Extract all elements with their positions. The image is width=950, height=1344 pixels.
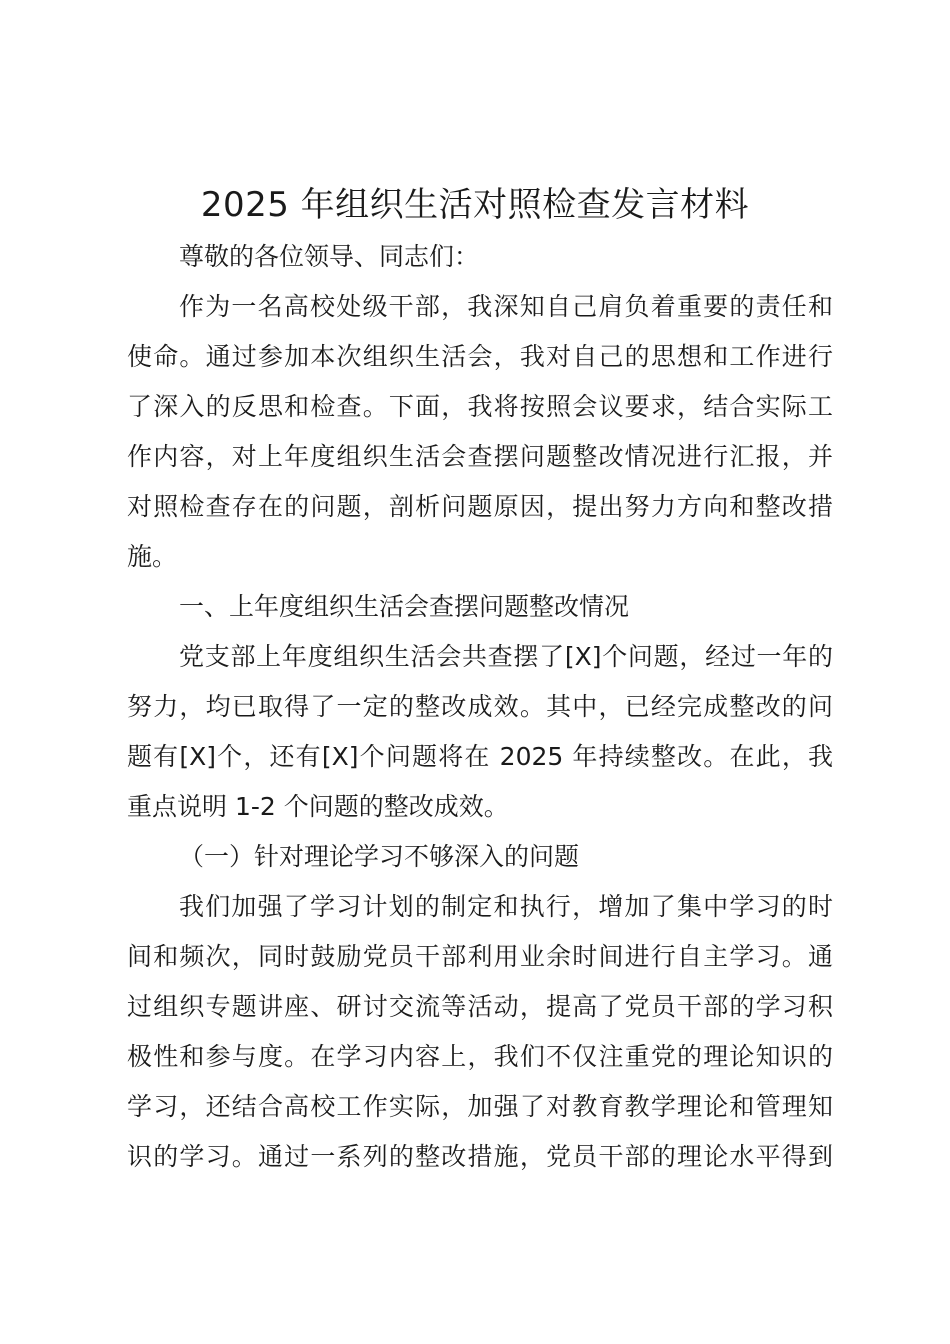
paragraph-line: 作内容，对上年度组织生活会查摆问题整改情况进行汇报，并 [127, 442, 833, 471]
paragraph-line: 我们加强了学习计划的制定和执行，增加了集中学习的时 [179, 892, 833, 921]
paragraph-line: 了深入的反思和检查。下面，我将按照会议要求，结合实际工 [127, 392, 833, 421]
subsection-heading: （一）针对理论学习不够深入的问题 [179, 842, 580, 871]
paragraph-line: 重点说明 1-2 个问题的整改成效。 [127, 792, 509, 821]
document-title: 2025 年组织生活对照检查发言材料 [200, 185, 750, 225]
paragraph-line: 党支部上年度组织生活会共查摆了[X]个问题，经过一年的 [179, 642, 833, 671]
paragraph-line: 努力，均已取得了一定的整改成效。其中，已经完成整改的问 [127, 692, 833, 721]
paragraph-line: 学习，还结合高校工作实际，加强了对教育教学理论和管理知 [127, 1092, 833, 1121]
paragraph-line: 作为一名高校处级干部，我深知自己肩负着重要的责任和 [179, 292, 833, 321]
paragraph-line: 过组织专题讲座、研讨交流等活动，提高了党员干部的学习积 [127, 992, 833, 1021]
paragraph-line: 施。 [127, 542, 178, 571]
paragraph-line: 使命。通过参加本次组织生活会，我对自己的思想和工作进行 [127, 342, 833, 371]
document-body [127, 232, 833, 1182]
paragraph-line: 对照检查存在的问题，剖析问题原因，提出努力方向和整改措 [127, 492, 833, 521]
paragraph-line: 极性和参与度。在学习内容上，我们不仅注重党的理论知识的 [127, 1042, 833, 1071]
greeting-line: 尊敬的各位领导、同志们： [179, 242, 480, 271]
section-heading: 一、上年度组织生活会查摆问题整改情况 [179, 592, 630, 621]
paragraph-line: 间和频次，同时鼓励党员干部利用业余时间进行自主学习。通 [127, 942, 833, 971]
paragraph-line: 题有[X]个，还有[X]个问题将在 2025 年持续整改。在此，我 [127, 742, 833, 771]
paragraph-line: 识的学习。通过一系列的整改措施，党员干部的理论水平得到 [127, 1142, 833, 1171]
